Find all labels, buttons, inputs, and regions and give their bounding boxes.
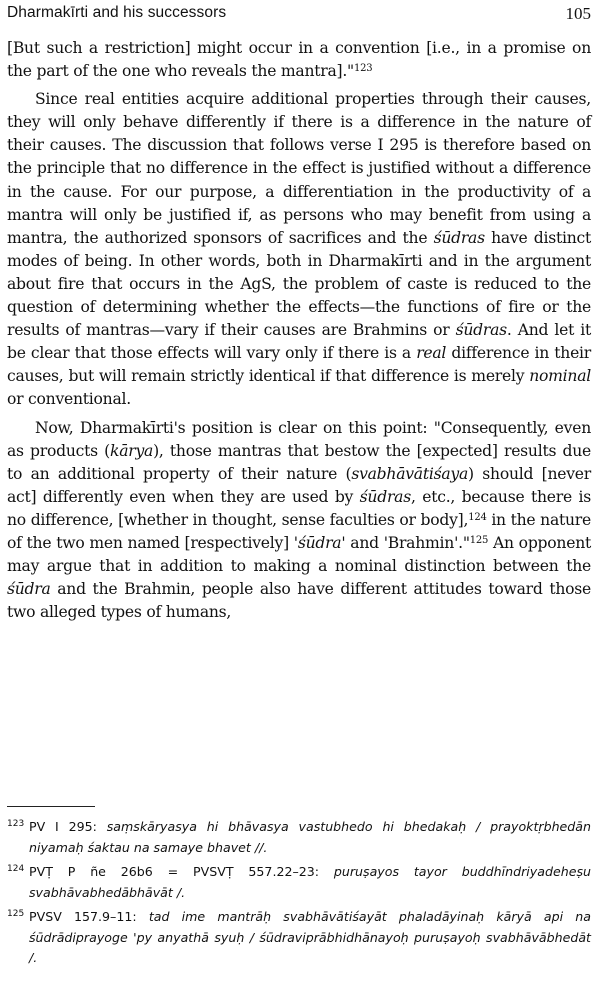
page-number: 105 (565, 4, 591, 23)
footnote-124 (7, 862, 591, 903)
running-title: Dharmakīrti and his successors (7, 4, 227, 21)
paragraph-text: or conventional. (7, 390, 131, 409)
paragraph-text: ' and 'Brahmin'." (341, 533, 470, 552)
paragraph-text: [But such a restriction] might occur in a convention [i.e., in a promise on the part of the one who reveals the mantra]." (7, 39, 591, 81)
paragraph-text: and the Brahmin, people also have different attitudes toward those two alleged types of humans, (7, 580, 591, 622)
footnote-quote: tad ime mantrāḥ svabhāvātiśayāt phaladāyinaḥ kāryā api na śūdrādiprayoge 'py anyathā syuḥ / śūdraviprābhidhānayoḥ puruṣayoḥ svabhāvābhedāt /. (29, 909, 591, 965)
italic-term: kārya (110, 441, 154, 460)
paragraph-text: in the nature of the two men named [respectively] ' (7, 510, 591, 552)
footnote-quote: saṃskāryasya hi bhāvasya vastubhedo hi bhedakaḥ / prayoktṛbhedān niyamaḥ śaktau na samaye bhavet //. (29, 819, 591, 855)
footnote-ref-123[interactable]: 123 (353, 63, 373, 75)
footnotes (7, 817, 591, 973)
footnote-source: PVSV 157.9–11: (29, 909, 149, 924)
body-text (7, 37, 591, 629)
footnote-123 (7, 817, 591, 858)
book-page (7, 0, 591, 993)
footnote-number: 124 (7, 864, 25, 874)
paragraph-text: difference in their causes, but will remain strictly identical if that difference is merely (7, 344, 591, 386)
italic-term: svabhāvātiśaya (351, 464, 469, 483)
italic-term: śūdras (359, 487, 411, 506)
italic-term: śūdra (7, 580, 51, 599)
footnote-ref-124[interactable]: 124 (468, 511, 487, 523)
paragraph-1 (7, 37, 591, 83)
footnote-number: 125 (7, 909, 25, 919)
footnote-divider (7, 806, 95, 807)
footnote-125 (7, 907, 591, 969)
footnote-quote: puruṣayos tayor buddhīndriyadeheṣu svabhāvabhedābhāvāt /. (29, 864, 591, 900)
italic-term: śūdras (455, 321, 507, 340)
italic-term: śūdra (297, 533, 342, 552)
footnote-source: PVṬ P ñe 26b6 = PVSVṬ 557.22–23: (29, 864, 334, 879)
italic-term: real (416, 344, 447, 363)
paragraph-text: ), those mantras that bestow the [expected] results due to an additional property of their nature ( (7, 441, 591, 483)
paragraph-text: have distinct modes of being. In other words, both in Dharmakīrti and in the argument about fire that occurs in the AgS, the problem of caste is reduced to the question of determining whether the effects—the functions of fire or the results of mantras—vary if their causes are Brahmins or (7, 228, 591, 340)
paragraph-text: Since real entities acquire additional properties through their causes, they will only behave differently if there is a difference in the nature of their causes. The discussion that follows verse I 295 is therefore based on the principle that no difference in the effect is justified without a difference in the cause. For our purpose, a differentiation in the productivity of a mantra will only be justified if, as persons who may benefit from using a mantra, the authorized sponsors of sacrifices and the (7, 90, 591, 247)
paragraph-text: . And let it be clear that those effects will vary only if there is a (7, 321, 591, 363)
footnote-ref-125[interactable]: 125 (469, 534, 489, 546)
italic-term: śūdras (433, 228, 485, 247)
footnote-number: 123 (7, 819, 25, 829)
paragraph-text: ) should [never act] differently even when they are used by (7, 464, 591, 506)
paragraph-2 (7, 88, 591, 411)
paragraph-3 (7, 417, 591, 625)
paragraph-text: An opponent may argue that in addition to making a nominal distinction between the (7, 533, 592, 576)
running-head (7, 4, 591, 26)
italic-term: nominal (529, 367, 591, 386)
footnote-source: PV I 295: (29, 819, 107, 834)
paragraph-text: , etc., because there is no difference, [whether in thought, sense faculties or body], (7, 487, 591, 529)
paragraph-text: Now, Dharmakīrti's position is clear on this point: "Consequently, even as products ( (7, 418, 591, 460)
